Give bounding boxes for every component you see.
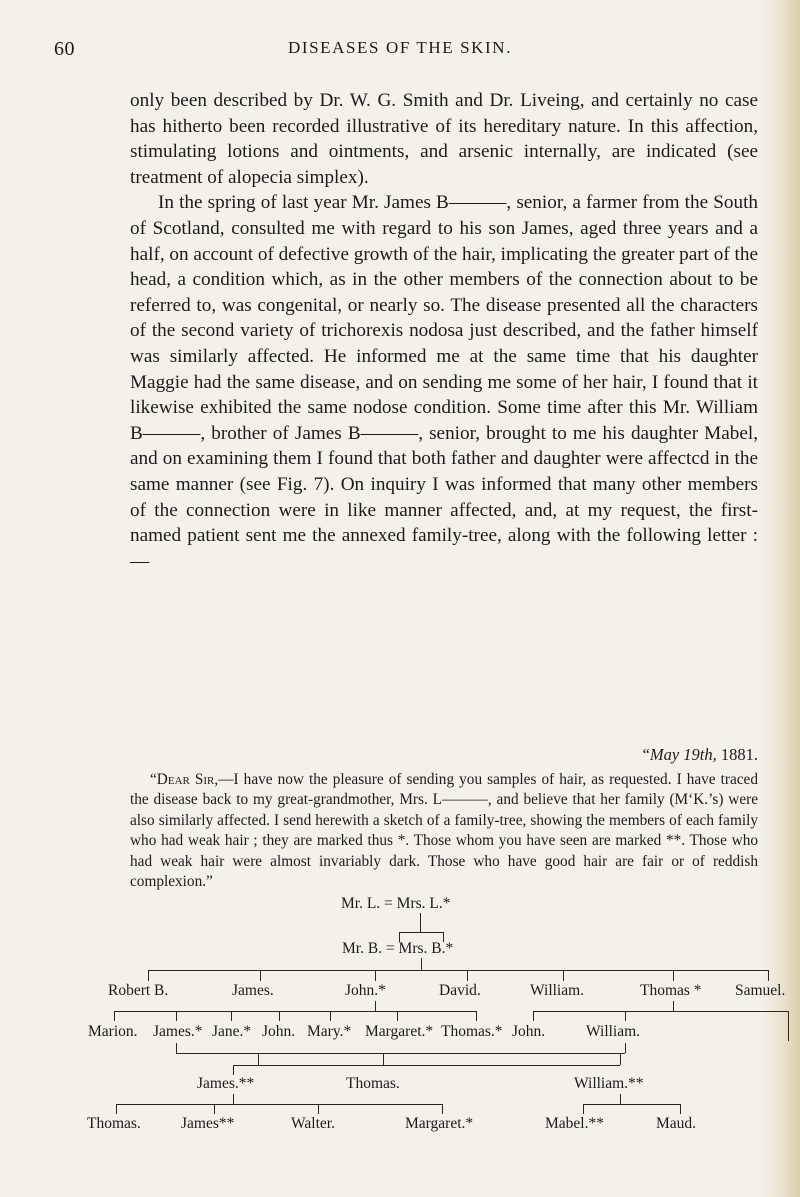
letter-date-year: 1881. [716,745,758,764]
tree-gen4-james: James.* [153,1023,203,1040]
letter-date-month: May 19th, [649,745,717,764]
tree-line [233,1065,258,1066]
tree-line [533,1011,788,1012]
page-header [0,38,800,68]
tree-line [620,1053,621,1065]
tree-gen5-james: James.** [197,1075,255,1092]
tree-gen3-samuel: Samuel. [735,982,786,999]
letter-body: “Dear Sir,—I have now the pleasure of sending you samples of hair, as requested. I have traced the disease back to my great-grandmother, Mrs. L———, and believe that her family (M‘K.’s) were also similarly affected. I send herewith a sketch of a family-tree, showing the members of each family who had weak hair ; they are marked thus *. Those whom you have seen are marked **. Those who had weak hair were almost invariably dark. Those who have good hair are fair or of reddish complexion.” [130,771,758,891]
tree-line [625,1043,626,1053]
tree-line [768,970,769,981]
tree-line [467,970,468,981]
tree-gen3-robert: Robert B. [108,982,169,999]
tree-gen5-thomas: Thomas. [346,1075,400,1092]
tree-line [680,1104,681,1114]
letter-text: —I have now the pleasure of sending you samples of hair, as requested. I have traced the disease back to my great-grandmother, Mrs. L———, and believe that her family (M‘K.’s) were also similarly affected. I send herewith a sketch of a family-tree, showing the members of each family who had weak hair ; they are marked thus *. Those whom you have seen are marked **. Those who had weak hair were almost invariably dark. Those who have good hair are fair or of reddish complexion.” [130,771,758,891]
tree-line [375,970,376,981]
tree-line [583,1104,584,1114]
tree-line [399,932,443,933]
paragraph-1: only been described by Dr. W. G. Smith and Dr. Liveing, and certainly no case has hitherto been recorded illustrative of its hereditary nature. In this affection, stimulating lotions and ointments, and arsenic internally, are indicated (see treatment of alopecia simplex). [130,90,758,188]
tree-line [397,1011,398,1021]
tree-gen2: Mr. B. = Mrs. B.* [342,940,454,957]
tree-line [583,1104,680,1105]
tree-line [233,1065,234,1075]
tree-gen6-margaret: Margaret.* [405,1115,474,1132]
tree-gen4-john-2: John. [512,1023,546,1040]
tree-line [176,1053,625,1054]
tree-line [176,1043,177,1053]
tree-gen4-john: John. [262,1023,296,1040]
page-number: 60 [54,38,75,60]
tree-gen6-james: James** [181,1115,235,1132]
tree-line [214,1104,215,1114]
tree-gen3-james: James. [232,982,274,999]
tree-line [420,913,421,933]
tree-line [330,1011,331,1021]
body-text [130,88,758,574]
paragraph-2: In the spring of last year Mr. James B———, senior, a farmer from the South of Scotland, consulted me with regard to his son James, aged three years and a half, on account of defective growth of the hair, implicating the greater part of the head, a condition which, as in the other members of the connection about to be referred to, was congenital, or nearly so. The disease presented all the characters of the second variety of trichorexis nodosa just described, and the father himself was similarly affected. He informed me at the same time that his daughter Maggie had the same disease, and on sending me some of her hair, I found that it likewise exhibited the same nodose condition. Some time after this Mr. William B———, brother of James B———, senior, brought to me his daughter Mabel, and on examining them I found that both father and daughter were affectcd in the same manner (see Fig. 7). On inquiry I was informed that many other members of the connection were in like manner affected, and, at my request, the first-named patient sent me the annexed family-tree, along with the following letter :— [130,192,758,572]
tree-line [788,1011,789,1041]
tree-line [318,1104,319,1114]
tree-line [375,1001,376,1011]
tree-gen4-mary: Mary.* [307,1023,352,1040]
tree-line [258,1053,259,1065]
tree-line [260,970,261,981]
tree-gen3-david: David. [439,982,481,999]
letter-salutation: Dear Sir, [156,771,219,788]
tree-line [279,1011,280,1021]
tree-line [116,1104,442,1105]
tree-line [673,970,674,981]
tree-gen6-maud: Maud. [656,1115,697,1132]
tree-line [673,1001,674,1011]
tree-gen4-margaret: Margaret.* [365,1023,434,1040]
tree-line [148,970,768,971]
tree-line [258,1065,620,1066]
tree-line [233,1094,234,1104]
tree-gen6-mabel: Mabel.** [545,1115,604,1132]
tree-gen6-walter: Walter. [291,1115,335,1132]
tree-line [231,1011,232,1021]
tree-gen4-jane: Jane.* [212,1023,252,1040]
tree-gen5-william: William.** [574,1075,644,1092]
tree-gen3-john: John.* [345,982,386,999]
tree-gen6-thomas: Thomas. [87,1115,141,1132]
tree-line [442,1104,443,1114]
tree-line [476,1011,477,1021]
tree-line [176,1011,177,1021]
tree-line [620,1094,621,1104]
tree-line [114,1011,115,1021]
tree-line [533,1011,534,1021]
tree-gen4-thomas: Thomas.* [441,1023,503,1040]
tree-line [116,1104,117,1114]
tree-gen4-william: William. [586,1023,641,1040]
tree-gen3-william: William. [530,982,585,999]
running-head: DISEASES OF THE SKIN. [287,38,513,57]
tree-gen3-thomas: Thomas * [640,982,702,999]
tree-line [625,1011,626,1021]
tree-gen1: Mr. L. = Mrs. L.* [341,895,451,912]
tree-line [383,1053,384,1065]
tree-line [563,970,564,981]
tree-line [421,958,422,970]
family-tree [0,895,800,1197]
letter-date: “May 19th, 1881. [642,745,758,764]
tree-gen4-marion: Marion. [88,1023,138,1040]
tree-line [114,1011,476,1012]
tree-line [148,970,149,981]
